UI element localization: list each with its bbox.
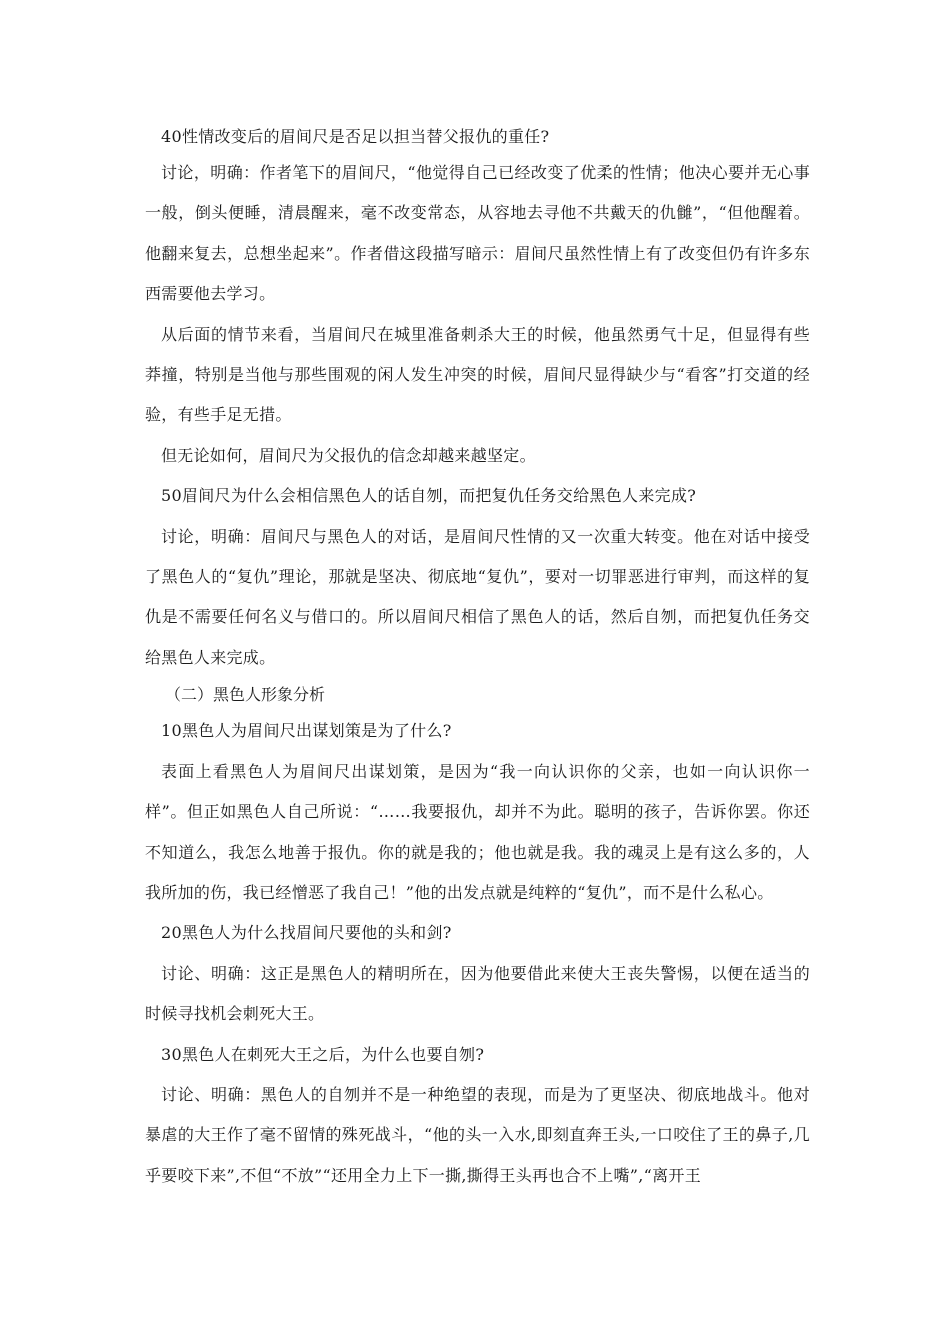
section-heading: （二）黑色人形象分析 [165,685,326,705]
answer-2: 讨论、明确：这正是黑色人的精明所在，因为他要借此来使大王丧失警惕，以便在适当的时候寻找机会刺死大王。 [145,963,810,1024]
question-3: 30黑色人在刺死大王之后，为什么也要自刎? [161,1044,485,1064]
question-2: 20黑色人为什么找眉间尺要他的头和剑? [161,923,452,943]
answer-3: 讨论、明确：黑色人的自刎并不是一种绝望的表现，而是为了更坚决、彻底地战斗。他对暴虐的大王作了毫不留情的殊死战斗，“他的头一入水,即刻直奔王头,一口咬住了王的鼻子,几乎要咬下来”,不但“不放”“还用全力上下一撕,撕得王头再也合不上嘴”,“离开王 [145,1084,810,1185]
question-5: 50眉间尺为什么会相信黑色人的话自刎，而把复仇任务交给黑色人来完成? [161,486,697,506]
answer-1: 表面上看黑色人为眉间尺出谋划策，是因为“我一向认识你的父亲，也如一向认识你一样”。但正如黑色人自己所说：“……我要报仇，却并不为此。聪明的孩子，告诉你罢。你还不知道么，我怎么地善于报仇。你的就是我的；他也就是我。我的魂灵上是有这么多的，人我所加的伤，我已经憎恶了我自己！”他的出发点就是纯粹的“复仇”，而不是什么私心。 [145,761,810,902]
answer-5: 讨论，明确：眉间尺与黑色人的对话，是眉间尺性情的又一次重大转变。他在对话中接受了黑色人的“复仇”理论，那就是坚决、彻底地“复仇”，要对一切罪恶进行审判，而这样的复仇是不需要任何名义与借口的。所以眉间尺相信了黑色人的话，然后自刎，而把复仇任务交给黑色人来完成。 [145,526,810,667]
question-4: 40性情改变后的眉间尺是否足以担当替父报仇的重任? [161,127,550,146]
answer-4-paragraph-3: 但无论如何，眉间尺为父报仇的信念却越来越坚定。 [161,445,536,465]
answer-4-paragraph-1: 讨论，明确：作者笔下的眉间尺，“他觉得自己已经改变了优柔的性情；他决心要并无心事一般，倒头便睡，清晨醒来，毫不改变常态，从容地去寻他不共戴天的仇雠”，“但他醒着。他翻来复去，总想坐起来”。作者借这段描写暗示：眉间尺虽然性情上有了改变但仍有许多东西需要他去学习。 [145,163,810,304]
question-1: 10黑色人为眉间尺出谋划策是为了什么? [161,721,452,741]
document-body [145,120,810,1196]
answer-4-paragraph-2: 从后面的情节来看，当眉间尺在城里准备刺杀大王的时候，他虽然勇气十足，但显得有些莽撞，特别是当他与那些围观的闲人发生冲突的时候，眉间尺显得缺少与“看客”打交道的经验，有些手足无措。 [145,324,810,425]
